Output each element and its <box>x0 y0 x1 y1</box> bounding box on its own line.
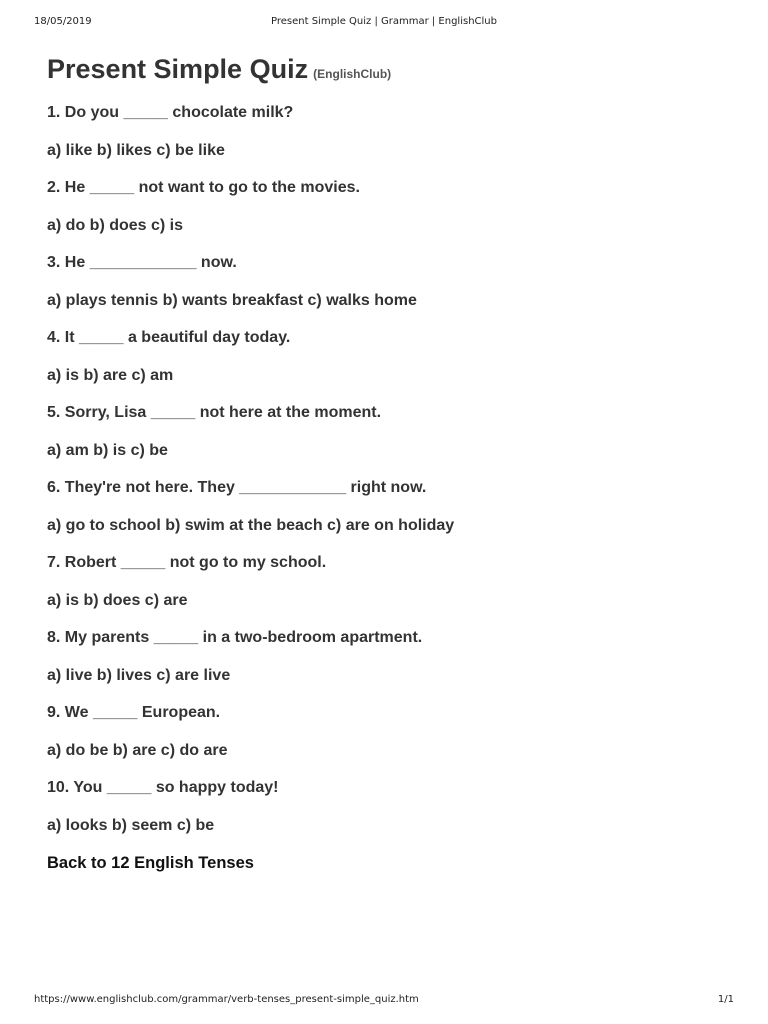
page-title: Present Simple Quiz <box>47 54 309 84</box>
question-2: 2. He _____ not want to go to the movies. <box>47 179 360 196</box>
question-9: 9. We _____ European. <box>47 704 221 721</box>
question-4: 4. It _____ a beautiful day today. <box>47 329 291 346</box>
question-3: 3. He ____________ now. <box>47 254 237 271</box>
page-source: (EnglishClub) <box>313 67 392 81</box>
answers-6: a) go to school b) swim at the beach c) are on holiday <box>47 516 455 534</box>
back-to-tenses-link[interactable]: Back to 12 English Tenses <box>47 854 254 872</box>
answers-7: a) is b) does c) are <box>47 591 188 609</box>
question-7: 7. Robert _____ not go to my school. <box>47 554 327 571</box>
answers-8: a) live b) lives c) are live <box>47 666 231 684</box>
answers-1: a) like b) likes c) be like <box>47 141 225 159</box>
print-url: https://www.englishclub.com/grammar/verb-tenses_present-simple_quiz.htm <box>34 994 419 1005</box>
page-number: 1/1 <box>717 994 734 1005</box>
answers-10: a) looks b) seem c) be <box>47 816 215 834</box>
question-10: 10. You _____ so happy today! <box>47 779 279 796</box>
answers-5: a) am b) is c) be <box>47 441 168 459</box>
answers-9: a) do be b) are c) do are <box>47 741 228 759</box>
question-6: 6. They're not here. They ____________ right now. <box>47 479 427 496</box>
answers-3: a) plays tennis b) wants breakfast c) walks home <box>47 291 417 309</box>
quiz-list <box>47 103 728 853</box>
question-1: 1. Do you _____ chocolate milk? <box>47 104 294 121</box>
print-document-title: Present Simple Quiz | Grammar | EnglishClub <box>271 16 497 27</box>
title-row <box>47 54 728 92</box>
answers-4: a) is b) are c) am <box>47 366 174 384</box>
quiz-content <box>47 54 728 873</box>
answers-2: a) do b) does c) is <box>47 216 184 234</box>
print-date: 18/05/2019 <box>34 16 92 27</box>
question-5: 5. Sorry, Lisa _____ not here at the moment. <box>47 404 382 421</box>
print-footer <box>34 994 734 1008</box>
question-8: 8. My parents _____ in a two-bedroom apartment. <box>47 629 423 646</box>
print-header <box>34 16 734 32</box>
